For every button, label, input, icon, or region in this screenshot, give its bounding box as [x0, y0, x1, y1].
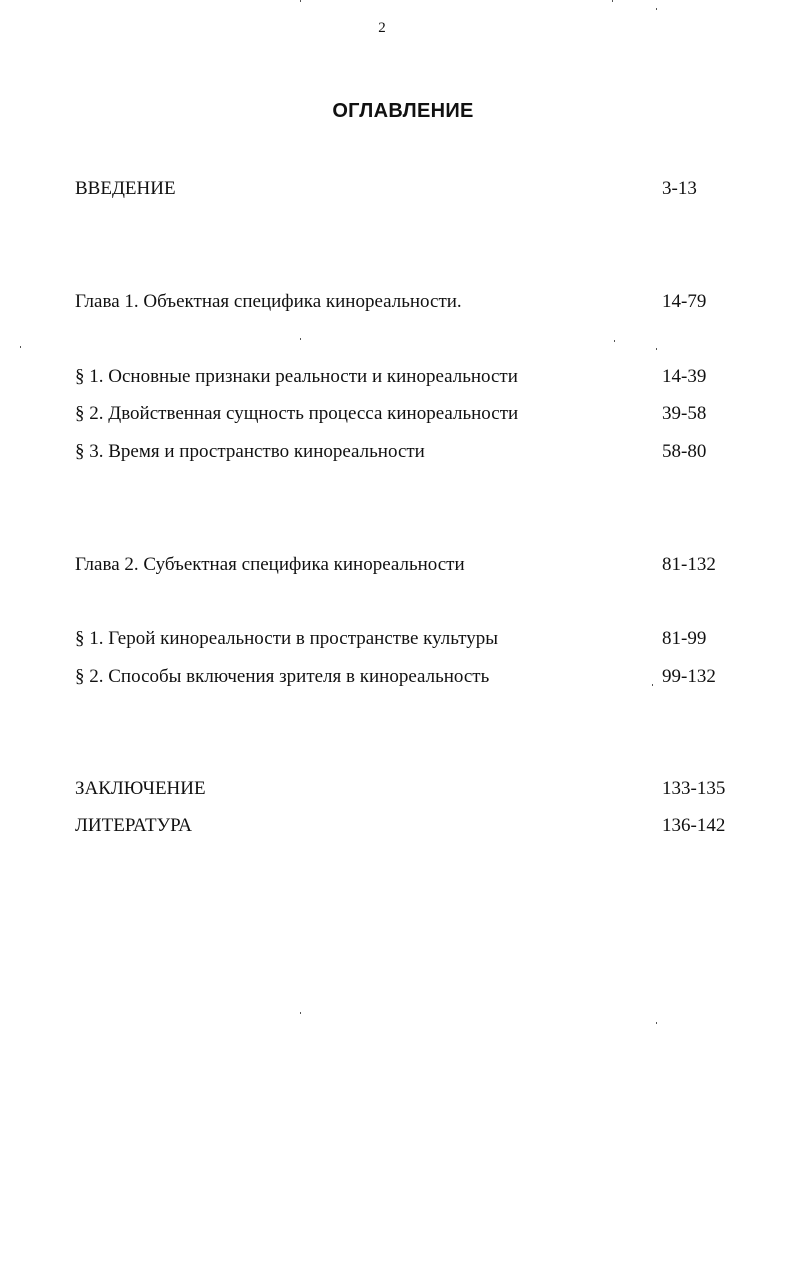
scan-speck — [656, 8, 657, 10]
page-number: 2 — [378, 20, 386, 36]
toc-entry-chapter-1-section-1 — [75, 364, 755, 390]
table-of-contents-title: ОГЛАВЛЕНИЕ — [332, 100, 474, 122]
toc-entry-label: ЗАКЛЮЧЕНИЕ — [75, 778, 206, 799]
scan-speck — [300, 338, 301, 340]
toc-entry-pages: 3-13 — [662, 178, 697, 199]
toc-entry-pages: 14-39 — [662, 366, 707, 387]
toc-entry-introduction — [75, 176, 755, 202]
toc-entry-pages: 136-142 — [662, 815, 726, 836]
toc-entry-pages: 39-58 — [662, 403, 707, 424]
toc-entry-label: Глава 2. Субъектная специфика кинореальности — [75, 554, 465, 575]
scan-speck — [652, 684, 653, 686]
toc-entry-pages: 81-99 — [662, 628, 707, 649]
toc-entry-label: Глава 1. Объектная специфика кинореальности. — [75, 291, 462, 312]
toc-entry-chapter-2-section-2 — [75, 664, 755, 690]
toc-entry-pages: 133-135 — [662, 778, 726, 799]
toc-entry-chapter-2-section-1 — [75, 626, 755, 652]
toc-entry-conclusion — [75, 776, 755, 802]
scan-speck — [614, 340, 615, 342]
toc-entry-label: ЛИТЕРАТУРА — [75, 815, 192, 836]
toc-entry-chapter-1 — [75, 289, 755, 315]
toc-entry-label: ВВЕДЕНИЕ — [75, 178, 176, 199]
scan-speck — [612, 0, 613, 2]
scan-speck — [20, 346, 21, 348]
scan-speck — [656, 1022, 657, 1024]
toc-entry-chapter-1-section-3 — [75, 439, 755, 465]
toc-entry-label: § 2. Способы включения зрителя в кинореальность — [75, 666, 490, 687]
toc-entry-pages: 58-80 — [662, 441, 707, 462]
toc-entry-label: § 1. Герой кинореальности в пространстве культуры — [75, 628, 498, 649]
toc-entry-label: § 1. Основные признаки реальности и кинореальности — [75, 366, 518, 387]
toc-entry-label: § 2. Двойственная сущность процесса кинореальности — [75, 403, 519, 424]
toc-entry-pages: 81-132 — [662, 554, 716, 575]
toc-entry-pages: 99-132 — [662, 666, 716, 687]
toc-entry-chapter-1-section-2 — [75, 401, 755, 427]
scan-speck — [300, 0, 301, 2]
scan-speck — [656, 348, 657, 350]
toc-entry-literature — [75, 813, 755, 839]
toc-entry-label: § 3. Время и пространство кинореальности — [75, 441, 425, 462]
toc-entry-pages: 14-79 — [662, 291, 707, 312]
scan-speck — [300, 1012, 301, 1014]
toc-entry-chapter-2 — [75, 552, 755, 578]
